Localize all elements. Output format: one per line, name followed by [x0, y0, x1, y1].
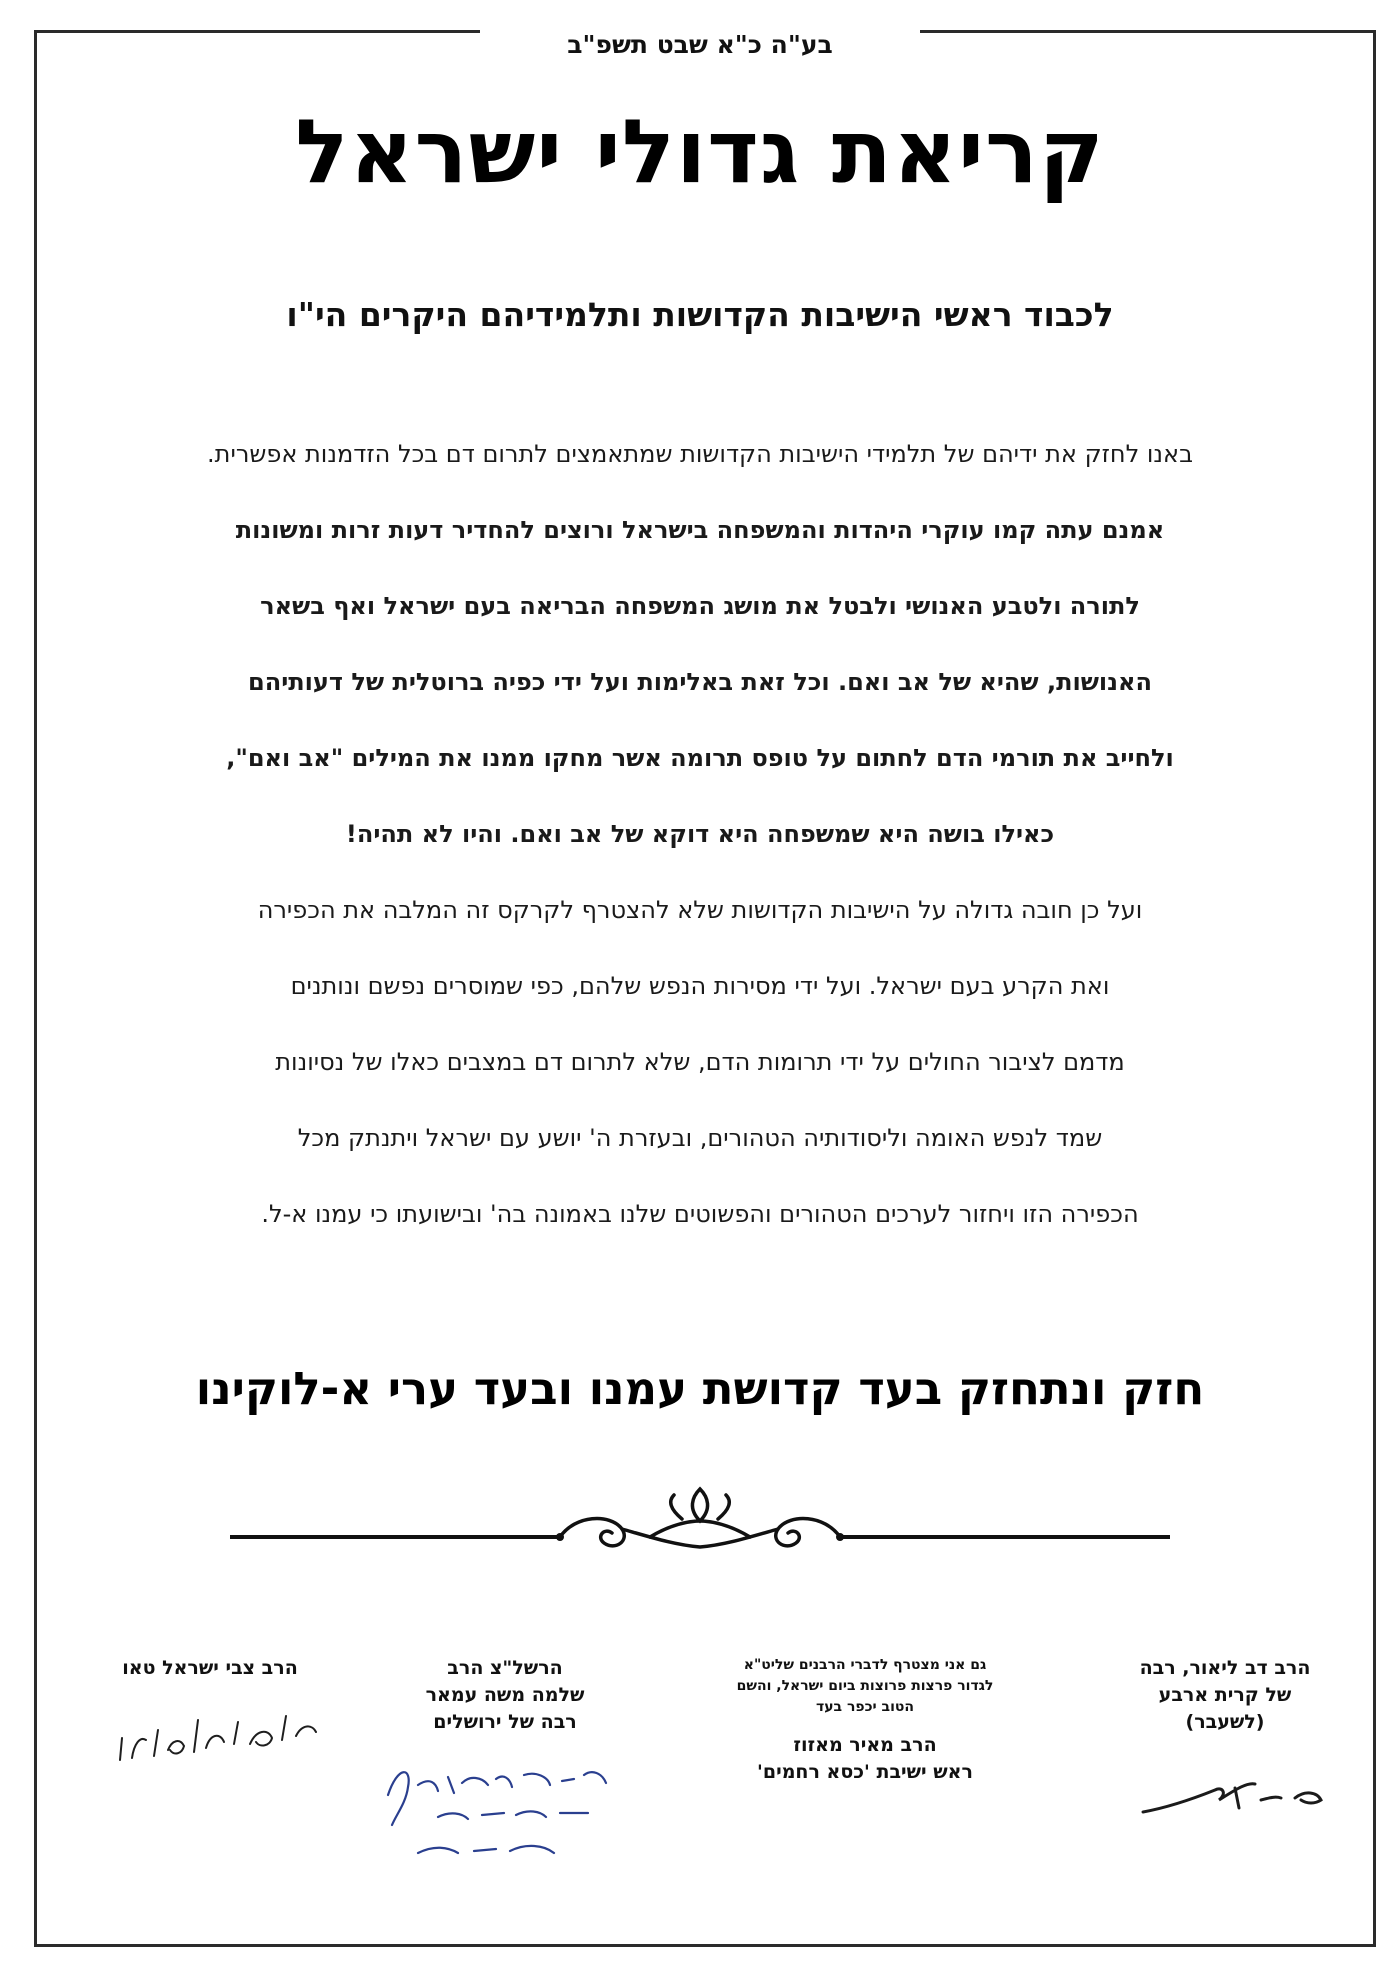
signature-dov-lior	[1135, 1760, 1345, 1830]
body-line: לתורה ולטבע האנושי ולבטל את מושג המשפחה הבריאה בעם ישראל ואף בשאר	[260, 592, 1140, 620]
body-line: ולחייב את תורמי הדם לחתום על טופס תרומה אשר מחקו ממנו את המילים "אב ואם",	[226, 744, 1174, 772]
body-line: באנו לחזק את ידיהם של תלמידי הישיבות הקדושות שמתאמצים לתרום דם בכל הזדמנות אפשרית.	[207, 440, 1193, 468]
letter-body	[110, 424, 1290, 1260]
endorsement-note: גם אני מצטרף לדברי הרבנים שליט"א	[743, 1657, 987, 1673]
signatory-line: של קרית ארבע	[1158, 1684, 1292, 1706]
endorsement-note: הטוב יכפר בעד	[816, 1699, 914, 1715]
signatory-line: הרב צבי ישראל טאו	[122, 1657, 298, 1679]
endorsement-note: לגדור פרצות פרוצות ביום ישראל, והשם	[736, 1678, 994, 1694]
body-line: מדמם לציבור החולים על ידי תרומות הדם, שלא לתרום דם במצבים כאלו של נסיונות	[275, 1048, 1125, 1076]
main-title: קריאת גדולי ישראל	[295, 100, 1105, 203]
subtitle: לכבוד ראשי הישיבות הקדושות ותלמידיהם היקרים הי"ו	[286, 295, 1114, 334]
body-line: ואת הקרע בעם ישראל. ועל ידי מסירות הנפש שלהם, כפי שמוסרים נפשם ונותנים	[290, 972, 1110, 1000]
signatory-line: הרב דב ליאור, רבה	[1139, 1657, 1311, 1679]
signatory-line: הרב מאיר מאזוז	[793, 1734, 937, 1756]
ornamental-divider	[230, 1485, 1170, 1565]
signatory-line: הרשל"צ הרב	[447, 1657, 563, 1679]
signatory-shlomo-amar	[365, 1655, 645, 1736]
signatory-tzvi-tau	[75, 1655, 345, 1682]
body-line: ועל כן חובה גדולה על הישיבות הקדושות שלא להצטרף לקרקס זה המלבה את הכפירה	[257, 896, 1143, 924]
body-line: אמנם עתה קמו עוקרי היהדות והמשפחה בישראל ורוצים להחדיר דעות זרות ומשונות	[235, 516, 1165, 544]
body-line: כאילו בושה היא שמשפחה היא דוקא של אב ואם. והיו לא תהיה!	[345, 820, 1055, 848]
signatory-line: (לשעבר)	[1185, 1711, 1265, 1733]
body-line: הכפירה הזו ויחזור לערכים הטהורים והפשוטים שלנו באמונה בה' ובישועתו כי עמנו א-ל.	[261, 1200, 1139, 1228]
closing-line: חזק ונתחזק בעד קדושת עמנו ובעד ערי א-לוקינו	[195, 1362, 1205, 1415]
body-line: האנושות, שהיא של אב ואם. וכל זאת באלימות ועל ידי כפיה ברוטלית של דעותיהם	[248, 668, 1152, 696]
signature-tzvi-tau	[110, 1700, 325, 1775]
signatory-dov-lior	[1100, 1655, 1350, 1736]
signatory-line: ראש ישיבת 'כסא רחמים'	[757, 1761, 973, 1783]
signature-shlomo-amar	[378, 1755, 638, 1875]
signatory-line: רבה של ירושלים	[433, 1711, 577, 1733]
body-line: שמד לנפש האומה וליסודותיה הטהורים, ובעזרת ה' יושע עם ישראל ויתנתק מכל	[297, 1124, 1103, 1152]
signatory-line: שלמה משה עמאר	[425, 1684, 585, 1706]
date-line: בע"ה כ"א שבט תשפ"ב	[567, 30, 833, 59]
signatory-meir-mazuz	[665, 1655, 1065, 1786]
